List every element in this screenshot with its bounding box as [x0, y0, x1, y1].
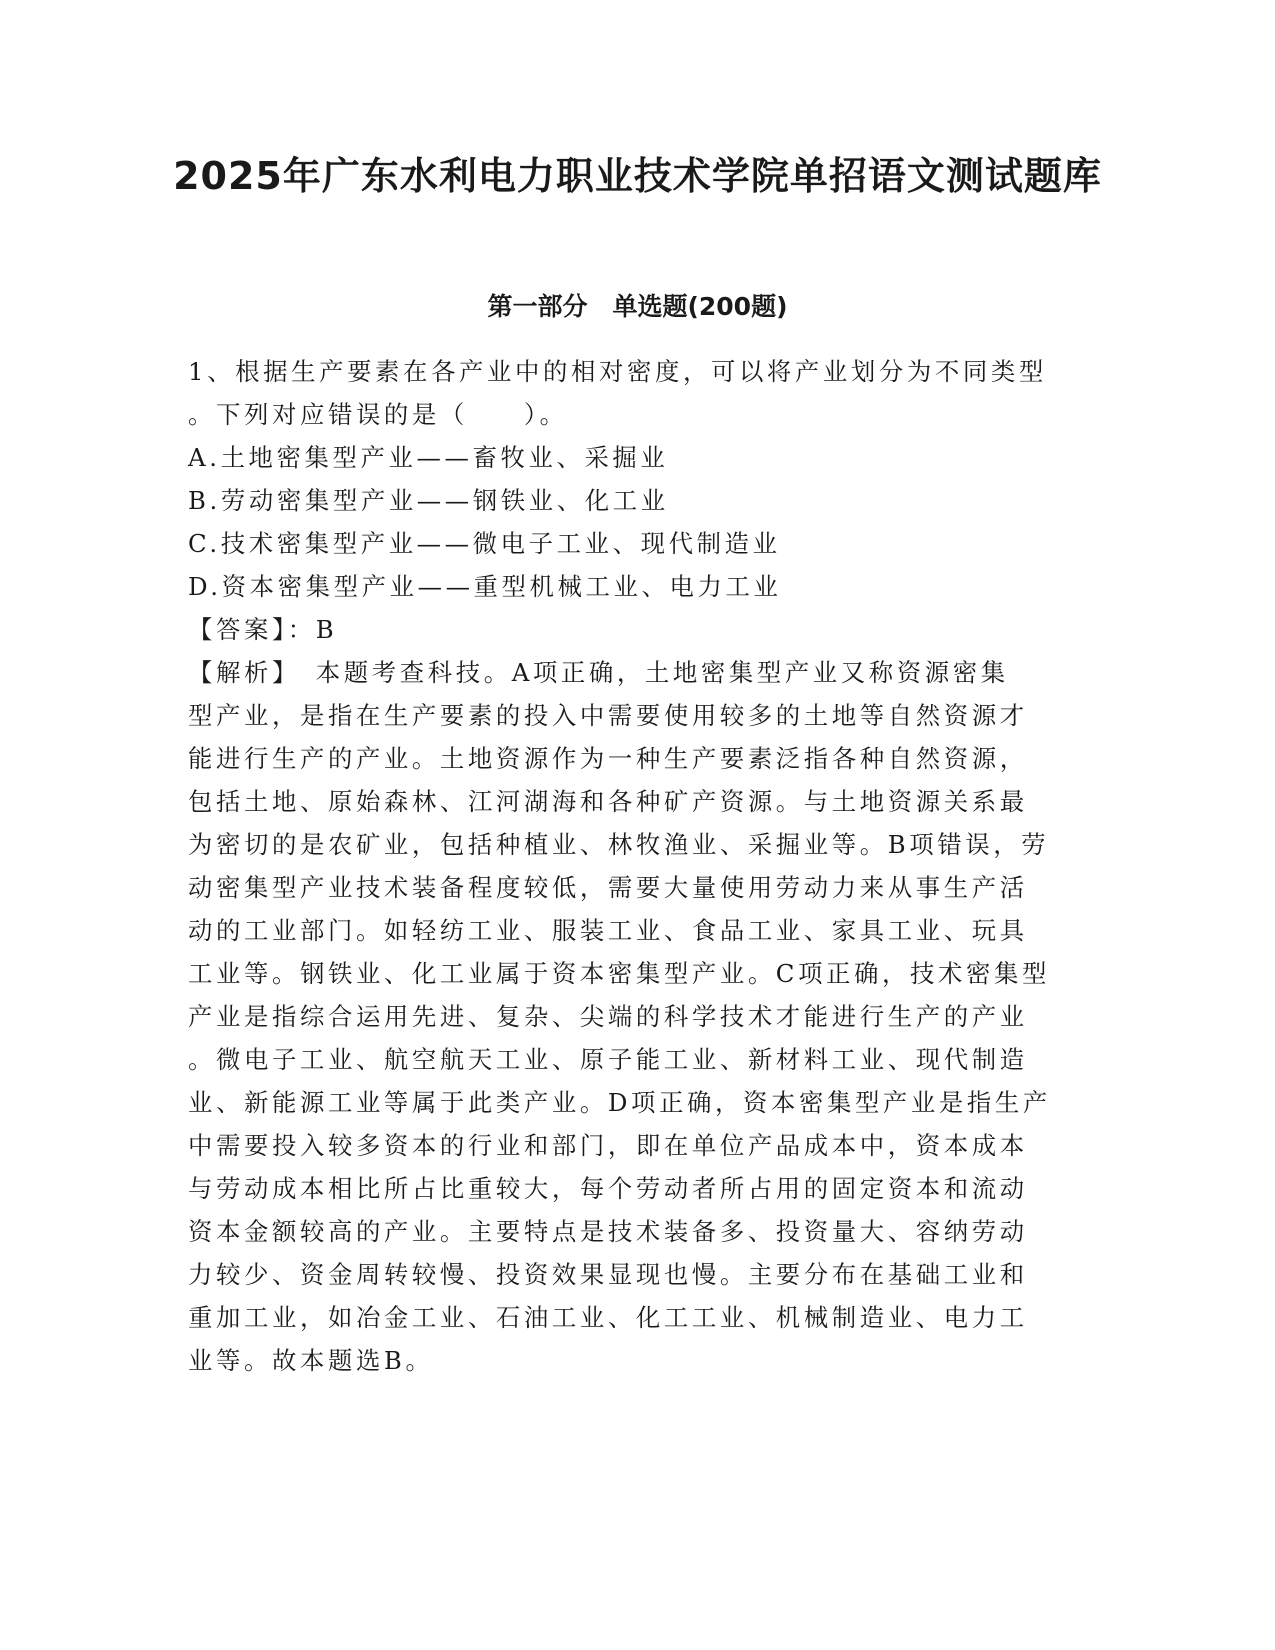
analysis-line: 。微电子工业、航空航天工业、原子能工业、新材料工业、现代制造: [188, 1045, 1028, 1074]
analysis-line: 型产业，是指在生产要素的投入中需要使用较多的土地等自然资源才: [188, 701, 1028, 730]
analysis-line: 业、新能源工业等属于此类产业。D项正确，资本密集型产业是指生产: [188, 1088, 1051, 1117]
analysis-line: 为密切的是农矿业，包括种植业、林牧渔业、采掘业等。B项错误，劳: [188, 830, 1050, 859]
analysis-line: 与劳动成本相比所占比重较大，每个劳动者所占用的固定资本和流动: [188, 1174, 1028, 1203]
answer-line: 【答案】：B: [188, 615, 338, 644]
analysis-line: 力较少、资金周转较慢、投资效果显现也慢。主要分布在基础工业和: [188, 1260, 1028, 1289]
option-d: D.资本密集型产业——重型机械工业、电力工业: [188, 572, 782, 601]
question-block: [188, 350, 1088, 1382]
analysis-line: 业等。故本题选B。: [188, 1346, 434, 1375]
document-title: 2025年广东水利电力职业技术学院单招语文测试题库: [173, 154, 1102, 198]
option-a: A.土地密集型产业——畜牧业、采掘业: [188, 443, 669, 472]
analysis-line: 资本金额较高的产业。主要特点是技术装备多、投资量大、容纳劳动: [188, 1217, 1028, 1246]
option-b: B.劳动密集型产业——钢铁业、化工业: [188, 486, 669, 515]
analysis-line: 中需要投入较多资本的行业和部门，即在单位产品成本中，资本成本: [188, 1131, 1028, 1160]
analysis-line: 重加工业，如冶金工业、石油工业、化工工业、机械制造业、电力工: [188, 1303, 1028, 1332]
analysis-line: 产业是指综合运用先进、复杂、尖端的科学技术才能进行生产的产业: [188, 1002, 1028, 1031]
section-heading: 第一部分 单选题(200题): [487, 292, 788, 321]
analysis-line: 【解析】 本题考查科技。A项正确，土地密集型产业又称资源密集: [188, 658, 1009, 687]
analysis-line: 能进行生产的产业。土地资源作为一种生产要素泛指各种自然资源，: [188, 744, 1028, 773]
analysis-line: 包括土地、原始森林、江河湖海和各种矿产资源。与土地资源关系最: [188, 787, 1028, 816]
question-stem-line: 。下列对应错误的是（ ）。: [188, 400, 568, 429]
analysis-line: 工业等。钢铁业、化工业属于资本密集型产业。C项正确，技术密集型: [188, 959, 1050, 988]
question-stem-line: 1、根据生产要素在各产业中的相对密度，可以将产业划分为不同类型: [188, 357, 1047, 386]
analysis-line: 动的工业部门。如轻纺工业、服装工业、食品工业、家具工业、玩具: [188, 916, 1028, 945]
option-c: C.技术密集型产业——微电子工业、现代制造业: [188, 529, 781, 558]
analysis-line: 动密集型产业技术装备程度较低，需要大量使用劳动力来从事生产活: [188, 873, 1028, 902]
